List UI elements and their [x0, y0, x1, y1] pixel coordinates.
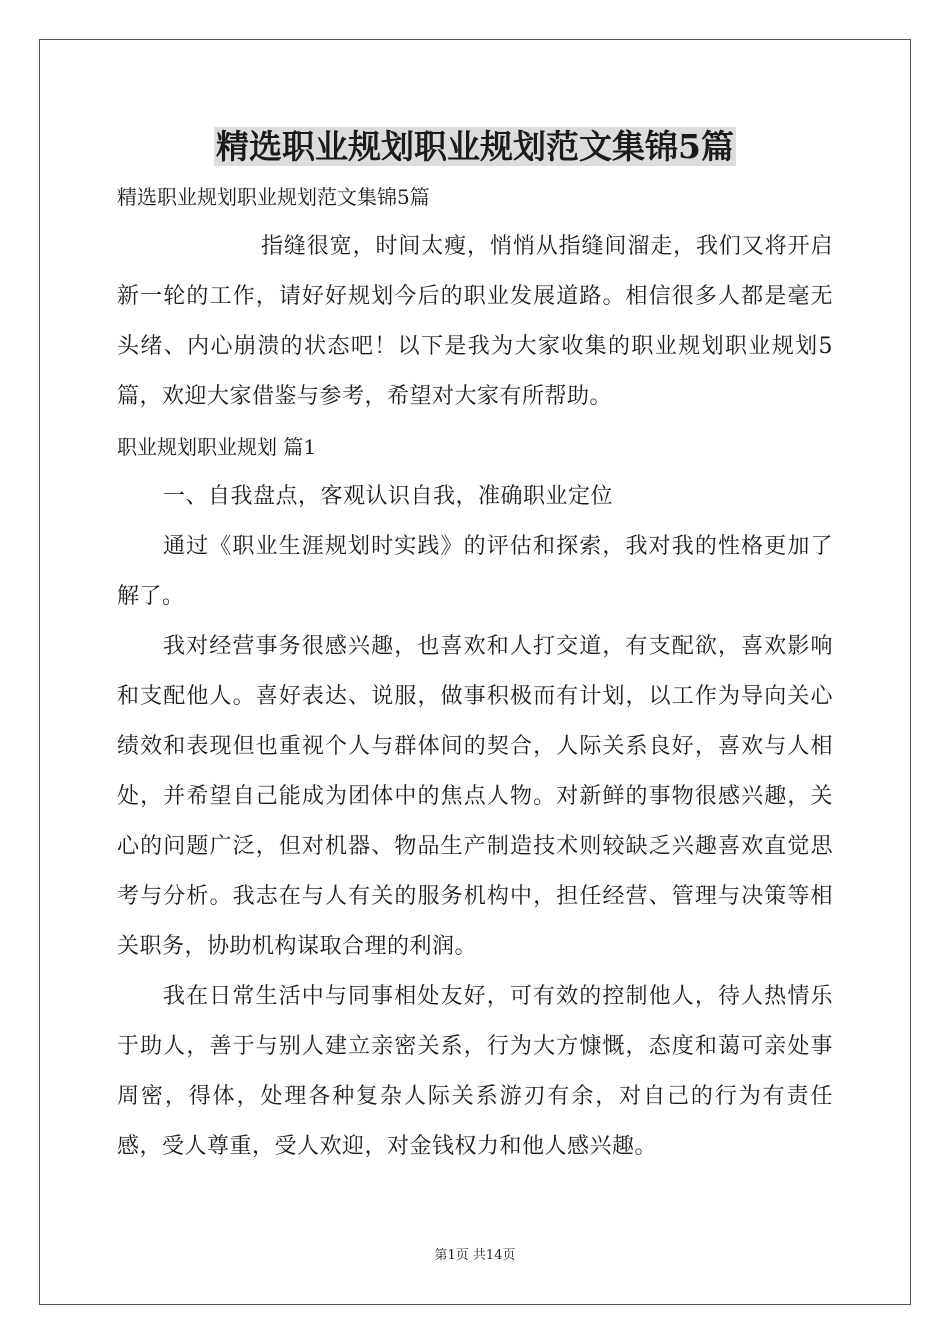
document-title-text: 精选职业规划职业规划范文集锦5篇	[216, 127, 734, 166]
body-paragraph-2: 我对经营事务很感兴趣，也喜欢和人打交道，有支配欲，喜欢影响和支配他人。喜好表达、说服，做事积极而有计划，以工作为导向关心绩效和表现但也重视个人与群体间的契合，人际关系良好，喜欢与人相处，并希望自己能成为团体中的焦点人物。对新鲜的事物很感兴趣，关心的问题广泛，但对机器、物品生产制造技术则较缺乏兴趣喜欢直觉思考与分析。我志在与人有关的服务机构中，担任经营、管理与决策等相关职务，协助机构谋取合理的利润。	[117, 634, 833, 959]
page-number-footer: 第1页 共14页	[434, 1248, 516, 1263]
section-point: 一、自我盘点，客观认识自我，准确职业定位	[163, 484, 614, 509]
body-paragraph-3: 我在日常生活中与同事相处友好，可有效的控制他人，待人热情乐于助人，善于与别人建立亲密关系，行为大方慷慨，态度和蔼可亲处事周密，得体，处理各种复杂人际关系游刃有余，对自己的行为有责任感，受人尊重，受人欢迎，对金钱权力和他人感兴趣。	[117, 984, 833, 1159]
body-paragraph-1: 通过《职业生涯规划时实践》的评估和探索，我对我的性格更加了解了。	[117, 534, 833, 609]
intro-paragraph: 指缝很宽，时间太瘦，悄悄从指缝间溜走，我们又将开启新一轮的工作，请好好规划今后的职业发展道路。相信很多人都是毫无头绪、内心崩溃的状态吧！以下是我为大家收集的职业规划职业规划5篇，欢迎大家借鉴与参考，希望对大家有所帮助。	[117, 234, 833, 409]
document-body	[117, 122, 833, 1172]
section-heading: 职业规划职业规划 篇1	[117, 435, 317, 459]
document-title	[117, 122, 833, 172]
document-subtitle: 精选职业规划职业规划范文集锦5篇	[117, 185, 430, 209]
